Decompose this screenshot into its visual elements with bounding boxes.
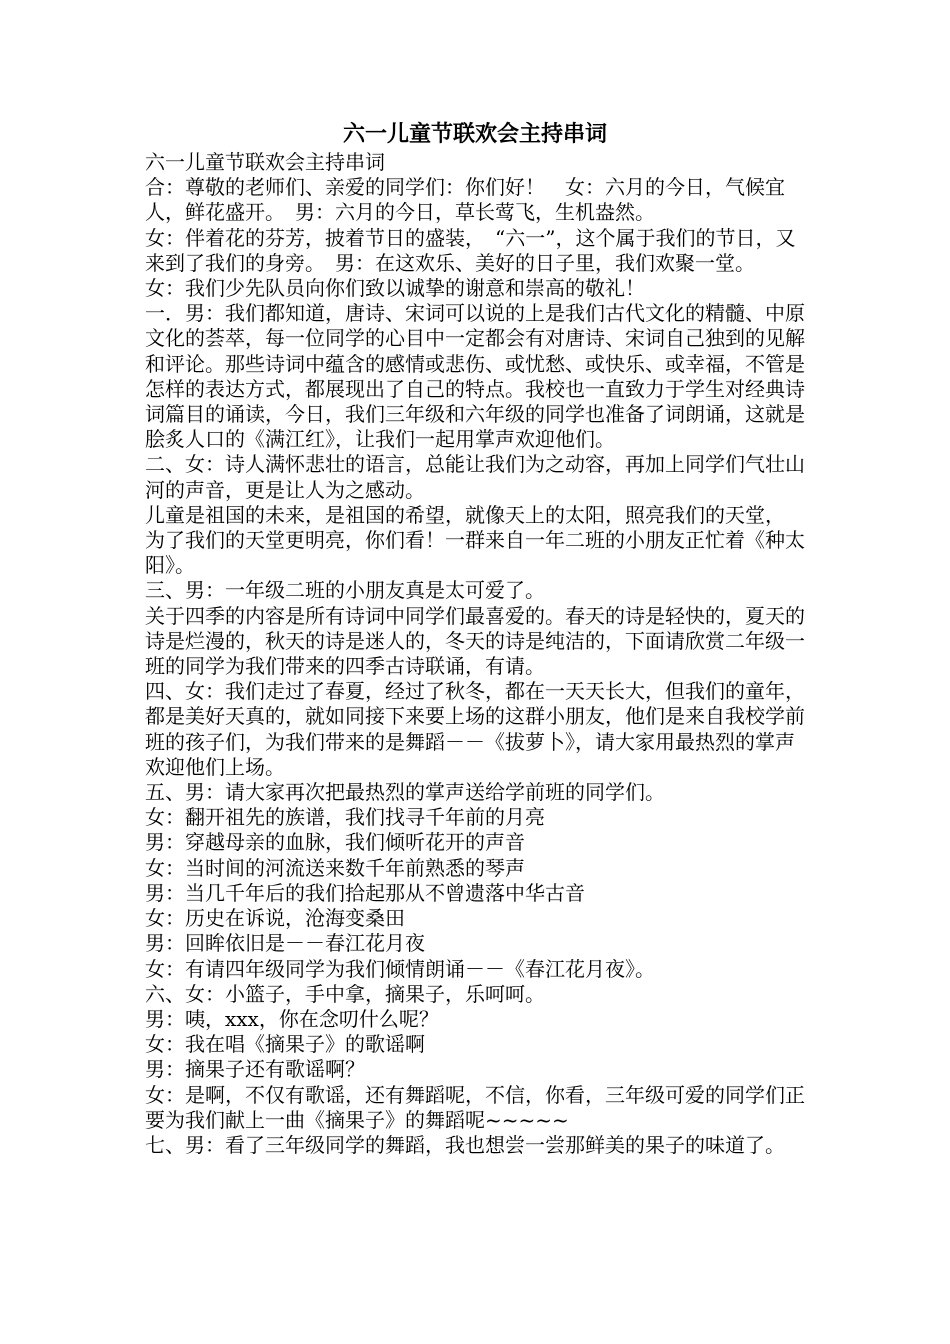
paragraph: 男：穿越母亲的血脉，我们倾听花开的声音: [145, 830, 525, 855]
paragraph: 三、男：一年级二班的小朋友真是太可爱了。: [145, 578, 545, 603]
document-body: [145, 150, 810, 1158]
paragraph: 关于四季的内容是所有诗词中同学们最喜爱的。春天的诗是轻快的，夏天的诗是烂漫的，秋天的诗是迷人的，冬天的诗是纯洁的，下面请欣赏二年级一班的同学为我们带来的四季古诗联诵，有请。: [145, 603, 805, 679]
paragraph: 女：是啊，不仅有歌谣，还有舞蹈呢，不信，你看，三年级可爱的同学们正要为我们献上一曲《摘果子》的舞蹈呢~~~~~: [145, 1082, 805, 1132]
paragraph: 女：有请四年级同学为我们倾情朗诵－－《春江花月夜》。: [145, 956, 655, 981]
paragraph: 一．男：我们都知道，唐诗、宋词可以说的上是我们古代文化的精髓、中原文化的荟萃，每一位同学的心目中一定都会有对唐诗、宋词自己独到的见解和评论。那些诗词中蕴含的感情或悲伤、或忧愁、或快乐、或幸福，不管是怎样的表达方式，都展现出了自己的特点。我校也一直致力于学生对经典诗词篇目的诵读，今日，我们三年级和六年级的同学也准备了词朗诵，这就是脍炙人口的《满江红》，让我们一起用掌声欢迎他们。: [145, 301, 805, 452]
paragraph: 女：我在唱《摘果子》的歌谣啊: [145, 1032, 425, 1057]
paragraph: 男：当几千年后的我们拾起那从不曾遗落中华古音: [145, 880, 585, 905]
paragraph: 女：当时间的河流送来数千年前熟悉的琴声: [145, 855, 525, 880]
paragraph: 二、女：诗人满怀悲壮的语言，总能让我们为之动容，再加上同学们气壮山河的声音，更是让人为之感动。: [145, 452, 805, 502]
document-title: 六一儿童节联欢会主持串词: [342, 122, 607, 147]
paragraph: 四、女：我们走过了春夏，经过了秋冬，都在一天天长大，但我们的童年，都是美好天真的，就如同接下来要上场的这群小朋友，他们是来自我校学前班的孩子们，为我们带来的是舞蹈－－《拔萝卜》，请大家用最热烈的掌声欢迎他们上场。: [145, 679, 805, 779]
paragraph: 女：我们少先队员向你们致以诚挚的谢意和崇高的敬礼！: [145, 276, 645, 301]
paragraph: 六一儿童节联欢会主持串词: [145, 150, 385, 174]
paragraph: 女：翻开祖先的族谱，我们找寻千年前的月亮: [145, 805, 545, 830]
paragraph: 男：回眸依旧是－－春江花月夜: [145, 931, 425, 956]
paragraph: 七、男：看了三年级同学的舞蹈，我也想尝一尝那鲜美的果子的味道了。: [145, 1132, 785, 1157]
paragraph: 儿童是祖国的未来，是祖国的希望，就像天上的太阳，照亮我们的天堂， 为了我们的天堂更明亮，你们看！一群来自一年二班的小朋友正忙着《种太阳》。: [145, 502, 805, 578]
paragraph: 男：咦，xxx，你在念叨什么呢？: [145, 1006, 439, 1031]
paragraph: 合：尊敬的老师们、亲爱的同学们：你们好！ 女：六月的今日，气候宜人，鲜花盛开。 男：六月的今日，草长莺飞，生机盎然。: [145, 175, 785, 225]
paragraph: 女：伴着花的芬芳，披着节日的盛装， “六一”，这个属于我们的节日，又来到了我们的身旁。 男：在这欢乐、美好的日子里，我们欢聚一堂。: [145, 225, 796, 275]
paragraph: 男：摘果子还有歌谣啊？: [145, 1057, 365, 1082]
paragraph: 六、女：小篮子，手中拿，摘果子，乐呵呵。: [145, 981, 545, 1006]
paragraph: 五、男：请大家再次把最热烈的掌声送给学前班的同学们。: [145, 780, 665, 805]
paragraph: 女：历史在诉说，沧海变桑田: [145, 906, 405, 931]
